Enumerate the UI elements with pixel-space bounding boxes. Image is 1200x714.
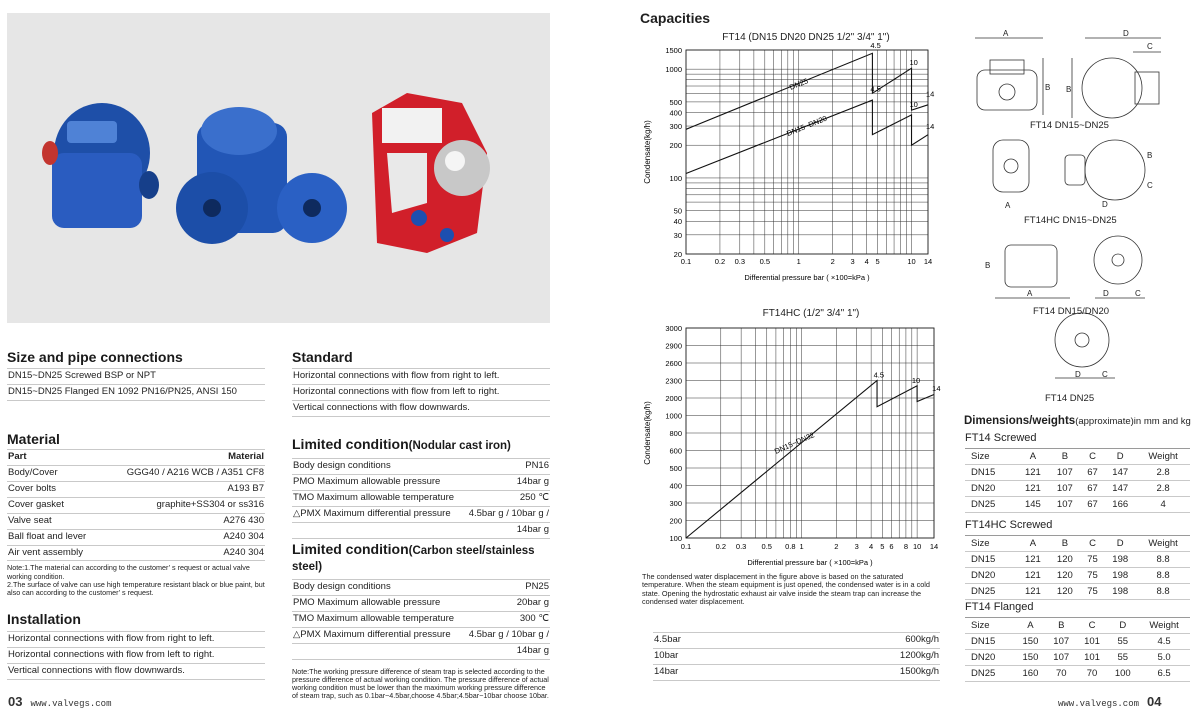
installation-row: Horizontal connections with flow from right to left. xyxy=(7,632,265,648)
x-tick-label: 0.1 xyxy=(680,542,692,551)
material-part: Body/Cover xyxy=(7,465,101,481)
x-axis-label: Differential pressure bar ( ×100=kPa ) xyxy=(747,558,873,567)
dim-table-title: FT14 Screwed xyxy=(965,432,1037,444)
x-tick-label: 0.2 xyxy=(715,542,727,551)
size-row: DN15~DN25 Flanged EN 1092 PN16/PN25, ANSI 150 xyxy=(7,384,265,400)
material-value: graphite+SS304 or ss316 xyxy=(101,497,265,513)
standard-row: Horizontal connections with flow from right to left. xyxy=(292,369,550,385)
material-value: A240 304 xyxy=(101,545,265,561)
x-tick-label: 0.1 xyxy=(680,257,692,266)
x-tick-label: 4 xyxy=(864,257,869,266)
dim-label-d: D xyxy=(1123,30,1129,38)
x-tick-label: 3 xyxy=(850,257,855,266)
limited1-title: Limited condition(Nodular cast iron) xyxy=(292,436,511,452)
y-tick-label: 1000 xyxy=(665,65,682,75)
drawing-label: FT14 DN15/DN20 xyxy=(1033,306,1110,317)
dims-title: Dimensions/weights(approximate)in mm and kg xyxy=(964,415,1191,427)
material-header-material: Material xyxy=(101,450,265,466)
y-tick-label: 300 xyxy=(669,122,682,132)
x-tick-label: 2 xyxy=(830,257,835,266)
y-tick-label: 20 xyxy=(673,250,682,259)
flanged-trap-image xyxy=(176,107,347,244)
material-part: Ball float and lever xyxy=(7,529,101,545)
point-annotation: 10 xyxy=(909,57,918,67)
capacity-table xyxy=(653,632,940,681)
cutaway-trap-image xyxy=(372,93,490,253)
y-tick-label: 400 xyxy=(669,108,682,118)
dim-label-b: B xyxy=(1066,85,1072,94)
dim-label-c: C xyxy=(1135,289,1141,298)
y-tick-label: 1500 xyxy=(665,46,682,55)
point-annotation: 4.5 xyxy=(870,84,881,94)
material-header-part: Part xyxy=(7,450,101,466)
limited1-val: PN16 xyxy=(463,459,550,475)
y-axis-label: Condensate(kg/h) xyxy=(643,401,652,465)
limited1-key: TMO Maximum allowable temperature xyxy=(292,490,463,506)
dim-label-b: B xyxy=(1045,83,1051,92)
size-row: DN15~DN25 Screwed BSP or NPT xyxy=(7,369,265,385)
point-annotation: 14 xyxy=(932,383,941,393)
x-tick-label: 1 xyxy=(799,542,804,551)
series-label: DN25 xyxy=(788,76,810,92)
dim-label-d: D xyxy=(1102,200,1108,209)
series-line xyxy=(686,100,928,173)
page-number: 04 xyxy=(1147,694,1162,709)
limited2-val: 20bar g xyxy=(463,595,550,611)
product-photo xyxy=(7,13,550,323)
y-tick-label: 100 xyxy=(669,173,682,183)
point-annotation: 4.5 xyxy=(873,370,885,380)
cap-pressure: 4.5bar xyxy=(653,633,772,649)
limited2-key: △PMX Maximum differential pressure xyxy=(292,627,463,643)
x-tick-label: 5 xyxy=(875,257,880,266)
x-tick-label: 10 xyxy=(907,257,916,266)
limited2-key: TMO Maximum allowable temperature xyxy=(292,611,463,627)
dim-table-title: FT14HC Screwed xyxy=(965,519,1053,531)
standard-row: Vertical connections with flow downwards. xyxy=(292,400,550,416)
dim-label-b: B xyxy=(1147,151,1153,160)
x-tick-label: 3 xyxy=(854,542,859,551)
material-value: A193 B7 xyxy=(101,481,265,497)
x-tick-label: 0.5 xyxy=(761,542,772,551)
material-title: Material xyxy=(7,431,60,447)
material-value: A276 430 xyxy=(101,513,265,529)
dim-table-block xyxy=(965,519,1190,600)
dim-table: Size A B C D Weight DN15 150 107 101 55 4.5 DN20 150 107 101 55 5.0 DN25 160 70 70 100 6.5 xyxy=(965,617,1190,682)
material-part: Air vent assembly xyxy=(7,545,101,561)
standard-title: Standard xyxy=(292,349,353,365)
chart1-title: FT14 (DN15 DN20 DN25 1/2" 3/4" 1") xyxy=(722,32,890,43)
y-tick-label: 1000 xyxy=(665,411,682,421)
chart2-title: FT14HC (1/2" 3/4" 1") xyxy=(762,308,860,319)
series-label: DN15~DN20 xyxy=(785,113,829,139)
limited2-val: PN25 xyxy=(463,580,550,596)
cap-value: 600kg/h xyxy=(772,633,940,649)
cap-value: 1200kg/h xyxy=(772,648,940,664)
limited1-key: PMO Maximum allowable pressure xyxy=(292,474,463,490)
limited1-val: 250 ℃ xyxy=(463,490,550,506)
y-tick-label: 2900 xyxy=(665,341,682,351)
limited2-key xyxy=(292,643,463,659)
y-tick-label: 200 xyxy=(669,516,682,526)
y-tick-label: 50 xyxy=(673,206,682,216)
y-tick-label: 2300 xyxy=(665,376,682,386)
limited1-key: Body design conditions xyxy=(292,459,463,475)
limited1-key: △PMX Maximum differential pressure xyxy=(292,506,463,522)
screwed-trap-image xyxy=(42,103,159,228)
point-annotation: 4.5 xyxy=(870,41,881,50)
point-annotation: 10 xyxy=(911,375,921,385)
y-tick-label: 200 xyxy=(669,141,682,151)
limited1-table xyxy=(292,458,550,539)
material-note: Note:1.The material can according to the customer’ s request or actual valve working condition. 2.The surface of valve can use high temperature resistant black or blue paint, but also can according to the customer’ s request. xyxy=(7,563,265,598)
x-tick-label: 8 xyxy=(903,542,909,551)
dim-label-d: D xyxy=(1075,370,1081,379)
dim-label-b: B xyxy=(985,261,991,270)
y-tick-label: 2000 xyxy=(665,394,682,403)
x-tick-label: 5 xyxy=(880,542,885,551)
x-tick-label: 0.8 xyxy=(785,542,796,551)
material-part: Cover gasket xyxy=(7,497,101,513)
limited1-val: 14bar g xyxy=(463,474,550,490)
x-tick-label: 4 xyxy=(869,542,874,551)
y-tick-label: 3000 xyxy=(665,324,682,333)
material-value: A240 304 xyxy=(101,529,265,545)
point-annotation: 10 xyxy=(909,100,918,110)
y-tick-label: 600 xyxy=(669,446,682,456)
dim-table: Size A B C D Weight DN15 121 107 67 147 2.8 DN20 121 107 67 147 2.8 DN25 145 107 67 166 4 xyxy=(965,448,1190,513)
installation-title: Installation xyxy=(7,611,81,627)
dim-label-c: C xyxy=(1102,370,1108,379)
x-tick-label: 0.5 xyxy=(759,257,771,266)
chart1 xyxy=(638,40,950,285)
website: www.valvegs.com xyxy=(1058,699,1140,709)
x-tick-label: 14 xyxy=(923,257,933,266)
dim-table-block xyxy=(965,601,1190,682)
standard-table xyxy=(292,368,550,417)
standard-row: Horizontal connections with flow from left to right. xyxy=(292,384,550,400)
y-axis-label: Condensate(kg/h) xyxy=(643,120,652,184)
limited2-title: Limited condition(Carbon steel/stainless steel) xyxy=(292,541,535,573)
capacities-title: Capacities xyxy=(640,10,711,26)
y-tick-label: 300 xyxy=(669,499,682,508)
size-table xyxy=(7,368,265,401)
dim-table-block xyxy=(965,432,1190,513)
point-annotation: 14 xyxy=(926,89,935,99)
material-part: Valve seat xyxy=(7,513,101,529)
drawing-label: FT14HC DN15~DN25 xyxy=(1024,215,1117,226)
drawing-label: FT14 DN25 xyxy=(1045,393,1095,404)
limited1-key xyxy=(292,522,463,538)
series-label: DN15~DN32 xyxy=(773,430,816,456)
capacity-note: The condensed water displacement in the figure above is based on the saturated temperature. When the steam equipment is just opened, the condensed water is in a cold state. Opening the hydrostatic exhaust air valve inside the steam trap can increase the condensed water displacement. xyxy=(642,572,930,607)
y-tick-label: 40 xyxy=(673,217,682,227)
y-tick-label: 400 xyxy=(669,481,682,491)
page-number: 03 xyxy=(8,694,23,709)
dim-label-c: C xyxy=(1147,181,1153,190)
y-tick-label: 100 xyxy=(669,534,682,543)
cap-value: 1500kg/h xyxy=(772,664,940,680)
x-tick-label: 6 xyxy=(889,542,894,551)
dim-label-a: A xyxy=(1005,201,1011,210)
cap-pressure: 14bar xyxy=(653,664,772,680)
material-value: GGG40 / A216 WCB / A351 CF8 xyxy=(101,465,265,481)
y-tick-label: 500 xyxy=(669,464,682,473)
series-line xyxy=(686,381,934,539)
series-line xyxy=(686,53,928,129)
point-annotation: 14 xyxy=(926,122,935,132)
limited2-val: 14bar g xyxy=(463,643,550,659)
limited2-note: Note:The working pressure difference of steam trap is selected according to the pressure difference of actual working condition. The pressure difference of actual working condition must be lower than the maximum working pressure difference of steam trap, such as 0.1bar~4.5bar,choose 4.5bar;4.5bar~10bar choose 10bar. xyxy=(292,666,549,701)
y-tick-label: 500 xyxy=(669,97,682,107)
limited1-val: 4.5bar g / 10bar g / xyxy=(463,506,550,522)
installation-row: Vertical connections with flow downwards. xyxy=(7,663,265,679)
size-title: Size and pipe connections xyxy=(7,349,183,365)
x-tick-label: 0.3 xyxy=(735,542,747,551)
chart2 xyxy=(638,318,950,570)
material-table xyxy=(7,449,265,561)
x-tick-label: 10 xyxy=(912,542,922,551)
limited2-key: PMO Maximum allowable pressure xyxy=(292,595,463,611)
limited2-key: Body design conditions xyxy=(292,580,463,596)
dim-table: Size A B C D Weight DN15 121 120 75 198 8.8 DN20 121 120 75 198 8.8 DN25 121 120 75 198 8.8 xyxy=(965,535,1190,600)
y-tick-label: 800 xyxy=(669,429,682,438)
dim-label-c: C xyxy=(1147,42,1153,51)
material-part: Cover bolts xyxy=(7,481,101,497)
limited2-val: 4.5bar g / 10bar g / xyxy=(463,627,550,643)
x-axis-label: Differential pressure bar ( ×100=kPa ) xyxy=(744,273,870,282)
y-tick-label: 30 xyxy=(673,230,682,240)
dim-table-title: FT14 Flanged xyxy=(965,601,1034,613)
x-tick-label: 14 xyxy=(929,542,939,551)
installation-table xyxy=(7,631,265,680)
limited2-val: 300 ℃ xyxy=(463,611,550,627)
drawing-label: FT14 DN15~DN25 xyxy=(1030,120,1109,131)
limited1-val: 14bar g xyxy=(463,522,550,538)
installation-row: Horizontal connections with flow from left to right. xyxy=(7,647,265,663)
x-tick-label: 2 xyxy=(834,542,839,551)
y-tick-label: 2600 xyxy=(665,359,682,368)
dim-label-a: A xyxy=(1027,289,1033,298)
x-tick-label: 0.2 xyxy=(714,257,726,266)
dim-label-d: D xyxy=(1103,289,1109,298)
limited2-table xyxy=(292,579,550,660)
cap-pressure: 10bar xyxy=(653,648,772,664)
x-tick-label: 1 xyxy=(796,257,801,266)
dim-label-a: A xyxy=(1003,30,1009,38)
x-tick-label: 0.3 xyxy=(734,257,746,266)
website: www.valvegs.com xyxy=(30,699,112,709)
